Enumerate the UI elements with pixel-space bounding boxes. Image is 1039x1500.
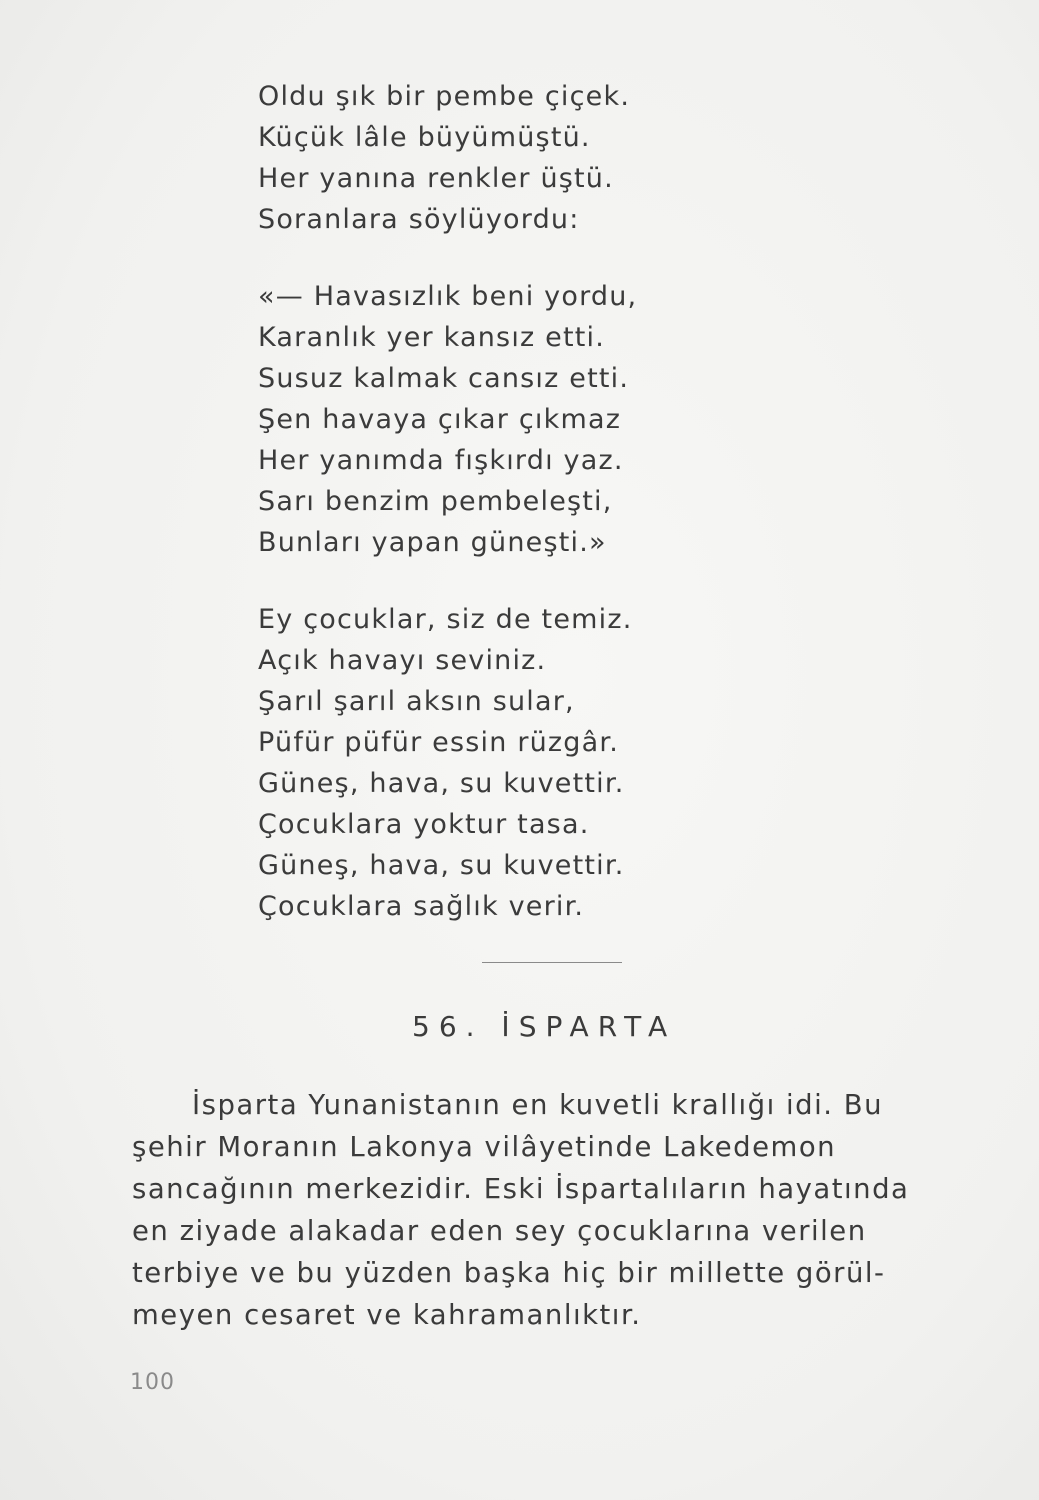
poem-line: Şarıl şarıl aksın sular, <box>258 686 575 717</box>
page-number: 100 <box>130 1370 175 1395</box>
poem-line: Ey çocuklar, siz de temiz. <box>258 604 633 635</box>
poem-line: Püfür püfür essin rüzgâr. <box>258 727 619 758</box>
poem-line: Karanlık yer kansız etti. <box>258 322 606 353</box>
poem-line: Her yanımda fışkırdı yaz. <box>258 445 624 476</box>
prose-line: sancağının merkezidir. Eski İspartalıların hayatında <box>132 1173 910 1205</box>
poem-line: Oldu şık bir pembe çiçek. <box>258 81 631 112</box>
prose-line: İsparta Yunanistanın en kuvetli krallığı idi. Bu <box>192 1089 884 1121</box>
prose-line: şehir Moranın Lakonya vilâyetinde Lakedemon <box>132 1131 837 1163</box>
prose-line: terbiye ve bu yüzden başka hiç bir millette görül- <box>132 1257 886 1289</box>
poem-line: Bunları yapan güneşti.» <box>258 527 607 558</box>
prose-line: en ziyade alakadar eden sey çocuklarına verilen <box>132 1215 867 1247</box>
poem-stanza-3 <box>258 599 633 927</box>
poem-line: Çocuklara sağlık verir. <box>258 891 585 922</box>
poem-line: Açık havayı seviniz. <box>258 645 547 676</box>
prose-line: meyen cesaret ve kahramanlıktır. <box>132 1299 642 1331</box>
section-heading: 56. İSPARTA <box>412 1010 677 1043</box>
poem-line: «— Havasızlık beni yordu, <box>258 281 638 312</box>
poem-line: Susuz kalmak cansız etti. <box>258 363 630 394</box>
poem-line: Küçük lâle büyümüştü. <box>258 122 591 153</box>
poem-line: Şen havaya çıkar çıkmaz <box>258 404 622 435</box>
prose-paragraph <box>132 1084 992 1336</box>
poem-line: Güneş, hava, su kuvettir. <box>258 768 625 799</box>
poem-line: Soranlara söylüyordu: <box>258 204 580 235</box>
poem-line: Her yanına renkler üştü. <box>258 163 614 194</box>
poem-stanza-1 <box>258 76 630 240</box>
poem-line: Güneş, hava, su kuvettir. <box>258 850 625 881</box>
poem-line: Sarı benzim pembeleşti, <box>258 486 613 517</box>
poem-stanza-2 <box>258 276 637 563</box>
section-divider <box>482 962 622 963</box>
poem-line: Çocuklara yoktur tasa. <box>258 809 590 840</box>
